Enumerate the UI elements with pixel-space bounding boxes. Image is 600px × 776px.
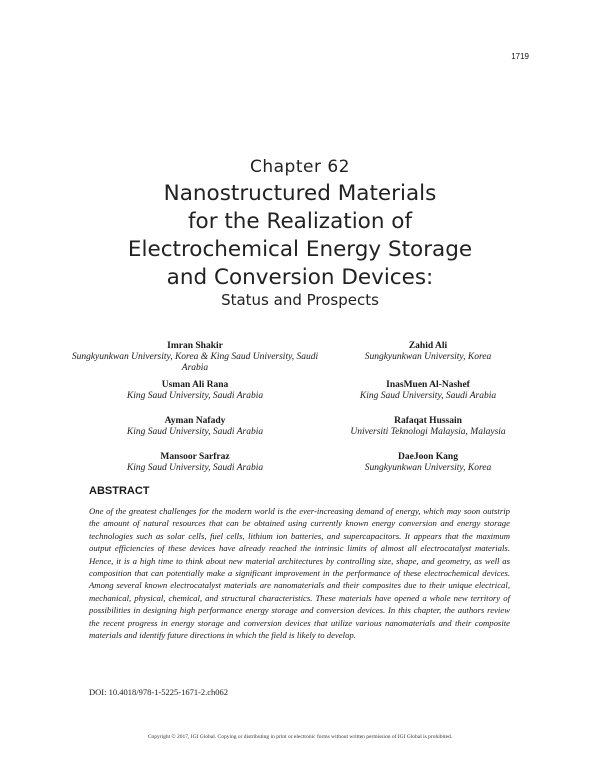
author-affiliation: King Saud University, Saudi Arabia (126, 463, 264, 473)
title-line: and Conversion Devices: (166, 265, 434, 290)
author-affiliation: Sungkyunkwan University, Korea (364, 463, 492, 473)
author-block (65, 452, 325, 474)
author-block (298, 380, 558, 402)
chapter-subtitle: Status and Prospects (221, 291, 379, 309)
page-number: 1719 (511, 52, 529, 61)
author-name: Usman Ali Rana (161, 380, 229, 390)
chapter-title (0, 180, 600, 292)
author-name: Mansoor Sarfraz (160, 452, 230, 462)
author-name: Rafaqat Hussain (394, 416, 462, 426)
author-block (65, 416, 325, 438)
title-line: for the Realization of (187, 209, 413, 234)
author-block (298, 341, 558, 363)
copyright-notice: Copyright © 2017, IGI Global. Copying or distributing in print or electronic forms without written permission of IGI Global is prohibited. (147, 734, 453, 740)
author-affiliation: Universiti Teknologi Malaysia, Malaysia (350, 427, 506, 437)
chapter-label: Chapter 62 (249, 157, 350, 177)
author-name: Ayman Nafady (164, 416, 226, 426)
author-name: InasMuen Al-Nashef (386, 380, 470, 390)
author-affiliation: King Saud University, Saudi Arabia (126, 391, 264, 401)
author-affiliation: King Saud University, Saudi Arabia (126, 427, 264, 437)
abstract-body: One of the greatest challenges for the modern world is the ever-increasing demand of energy, which may soon outstrip the amount of natural resources that can be obtained using currently known energy conversion and energy storage technologies such as solar cells, fuel cells, lithium ion batteries, and supercapacitors. It appears that the maximum output efficiencies of these devices have already reached the intrinsic limits of almost all electrocatalyst materials. Hence, it is a high time to think about new material architectures by controlling size, shape, and geometry, as well as composition that can potentially make a significant improvement in the performance of these electrochemical devices. Among several known electrocatalyst materials are nanomaterials and their composites due to their unique electrical, mechanical, physical, chemical, and structural characteristics. These materials have opened a whole new territory of possibilities in designing high performance energy storage and conversion devices. In this chapter, the authors review the recent progress in energy storage and conversion devices that utilize various nanomaterials and their composite materials and identify future directions in which the field is likely to develop. (89, 506, 510, 641)
author-block (298, 452, 558, 474)
author-name: Imran Shakir (167, 341, 223, 351)
author-name: DaeJoon Kang (398, 452, 458, 462)
title-line: Electrochemical Energy Storage (127, 237, 473, 262)
author-affiliation: King Saud University, Saudi Arabia (359, 391, 497, 401)
author-affiliation: Sungkyunkwan University, Korea (364, 352, 492, 362)
author-block (298, 416, 558, 438)
doi-link[interactable]: DOI: 10.4018/978-1-5225-1671-2.ch062 (89, 687, 229, 697)
abstract-heading: ABSTRACT (89, 485, 150, 497)
author-affiliation: Sungkyunkwan University, Korea & King Saud University, Saudi Arabia (71, 352, 319, 373)
author-name: Zahid Ali (408, 341, 448, 351)
author-block (65, 380, 325, 402)
author-block (65, 341, 325, 374)
title-line: Nanostructured Materials (163, 181, 437, 206)
